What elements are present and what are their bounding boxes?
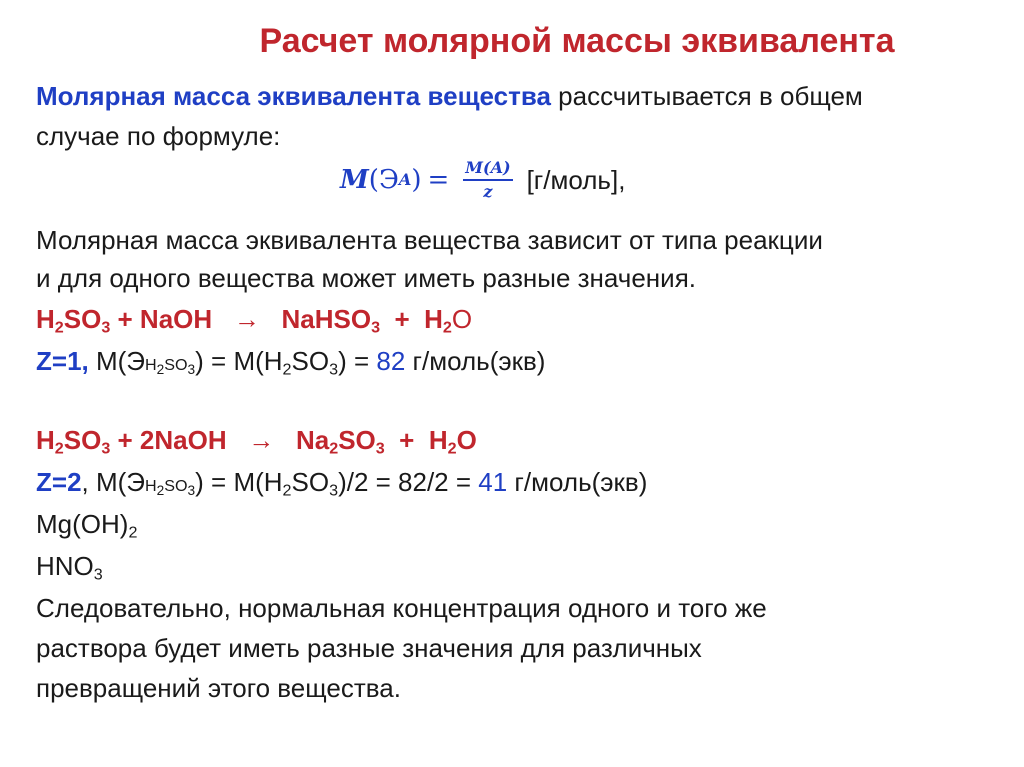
- formula-open-paren: (: [368, 165, 379, 195]
- reaction-2: [36, 424, 477, 456]
- z1-line: [36, 345, 545, 381]
- reaction-arrow: →: [226, 425, 296, 455]
- text-fragment: ) = M(H: [195, 467, 283, 497]
- intro-line-1: [36, 80, 863, 112]
- text-fragment: 2: [447, 439, 457, 458]
- text-fragment: 2: [282, 481, 292, 500]
- text-fragment: ) =: [338, 346, 377, 376]
- intro-line-2: случае по формуле:: [36, 121, 281, 151]
- text-fragment: )/2 = 82/2 =: [338, 467, 479, 497]
- intro-rest: рассчитывается в общем: [550, 81, 863, 111]
- text-fragment: 2: [54, 318, 64, 337]
- text-fragment: + H: [380, 304, 443, 334]
- reaction-arrow: →: [212, 304, 282, 334]
- text-fragment: Mg(OH): [36, 509, 129, 539]
- text-fragment: 3: [371, 318, 381, 337]
- conclusion-line-3: превращений этого вещества.: [36, 673, 401, 703]
- text-fragment: SO: [164, 356, 188, 374]
- z2-value: 41: [478, 467, 508, 497]
- text-fragment: H: [144, 356, 157, 374]
- text-fragment: 2: [329, 439, 339, 458]
- text-fragment: 3: [329, 481, 339, 500]
- text-fragment: 3: [375, 439, 385, 458]
- text-fragment: NaHSO: [281, 304, 372, 334]
- formula-e: Э: [378, 165, 399, 195]
- text-fragment: H: [36, 304, 55, 334]
- text-fragment: 3: [101, 318, 111, 337]
- z1-value: 82: [376, 346, 406, 376]
- text-fragment: 2: [54, 439, 64, 458]
- equivalent-mass-formula: M ( Э A ) = $\frac{M(A)}{z}$ [г/моль],: [340, 158, 626, 201]
- text-fragment: SO: [291, 467, 330, 497]
- text-fragment: 2: [156, 361, 165, 377]
- z2-line: [36, 466, 647, 502]
- text-fragment: SO: [338, 425, 376, 455]
- para1-line-2: и для одного вещества может иметь разные значения.: [36, 263, 696, 293]
- text-fragment: 3: [93, 565, 103, 584]
- text-fragment: 2: [442, 318, 452, 337]
- text-fragment: г/моль(экв): [405, 346, 546, 376]
- conclusion-line-1: Следовательно, нормальная концентрация одного и того же: [36, 593, 767, 623]
- text-fragment: 3: [187, 482, 196, 498]
- text-fragment: SO: [63, 304, 102, 334]
- conclusion-line-2: раствора будет иметь разные значения для различных: [36, 633, 702, 663]
- formula-denominator: z: [483, 182, 493, 201]
- text-fragment: HNO: [36, 551, 94, 581]
- text-fragment: + H: [384, 425, 448, 455]
- text-fragment: , M(Э: [81, 467, 145, 497]
- text-fragment: SO: [291, 346, 330, 376]
- formula-equals: =: [427, 165, 450, 195]
- reaction-1: [36, 303, 472, 335]
- text-fragment: O: [451, 304, 473, 334]
- z2-label: Z=2: [36, 467, 82, 497]
- z1-label: Z=1,: [36, 346, 89, 376]
- formula-m: M: [340, 165, 369, 195]
- text-fragment: 2: [282, 360, 292, 379]
- hno3-line: [36, 550, 103, 582]
- mgoh-line: [36, 508, 137, 540]
- text-fragment: 3: [101, 439, 111, 458]
- text-fragment: + 2NaOH: [110, 425, 227, 455]
- slide-title: Расчет молярной массы эквивалента: [259, 22, 895, 60]
- formula-unit: [г/моль],: [526, 164, 626, 195]
- text-fragment: H: [144, 477, 157, 495]
- text-fragment: г/моль(экв): [507, 467, 648, 497]
- para1-line-1: Молярная масса эквивалента вещества зависит от типа реакции: [36, 225, 823, 255]
- text-fragment: M(Э: [88, 346, 145, 376]
- formula-fraction: [463, 158, 512, 202]
- text-fragment: H: [36, 425, 55, 455]
- text-fragment: O: [456, 425, 477, 455]
- text-fragment: ) = M(H: [195, 346, 283, 376]
- text-fragment: 3: [187, 361, 196, 377]
- text-fragment: 2: [156, 482, 165, 498]
- formula-numerator: M(A): [463, 158, 512, 181]
- text-fragment: SO: [164, 477, 188, 495]
- text-fragment: Na: [295, 425, 330, 455]
- text-fragment: SO: [63, 425, 102, 455]
- text-fragment: 2: [128, 523, 138, 542]
- intro-term: Молярная масса эквивалента вещества: [36, 81, 551, 111]
- formula-close-paren: ): [411, 165, 422, 195]
- text-fragment: 3: [329, 360, 339, 379]
- text-fragment: + NaOH: [110, 304, 213, 334]
